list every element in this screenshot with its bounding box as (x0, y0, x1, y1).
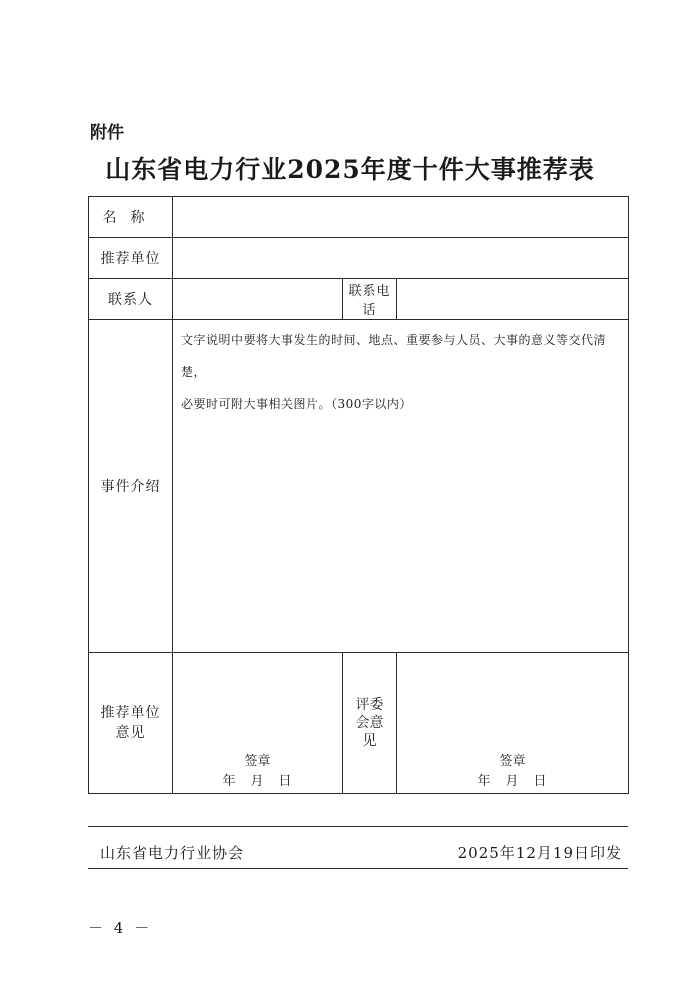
phone-field[interactable] (397, 279, 629, 320)
name-field[interactable] (173, 197, 629, 238)
footer-org: 山东省电力行业协会 (100, 844, 245, 862)
committee-seal-label: 签章 (499, 754, 526, 769)
footer-bottom-rule (88, 868, 628, 869)
recommendation-form (88, 196, 629, 794)
recommender-row (89, 238, 629, 279)
footer-top-rule (88, 826, 628, 827)
footer-issue-date: 2025年12月19日印发 (457, 844, 622, 862)
recommender-field[interactable] (173, 238, 629, 279)
committee-opinion-field[interactable] (397, 653, 629, 794)
attachment-label: 附件 (90, 123, 124, 143)
event-row (89, 320, 629, 653)
opinion-row (89, 653, 629, 794)
event-instructions-line-1: 文字说明中要将大事发生的时间、地点、重要参与人员、大事的意义等交代清楚， (181, 333, 607, 379)
recommender-opinion-field[interactable] (173, 653, 343, 794)
recommender-opinion-label: 推荐单位意见 (89, 653, 173, 794)
event-instructions (173, 320, 628, 420)
event-label: 事件介绍 (89, 320, 173, 653)
recommender-label: 推荐单位 (89, 238, 173, 279)
committee-opinion-label: 评委会意见 (343, 653, 397, 794)
contact-label: 联系人 (89, 279, 173, 320)
recommender-date: 年 月 日 (222, 774, 293, 789)
name-row (89, 197, 629, 238)
phone-label: 联系电话 (343, 279, 397, 320)
page-number: － 4 － (88, 919, 153, 937)
name-label: 名称 (89, 197, 173, 238)
committee-date: 年 月 日 (477, 774, 548, 789)
recommender-seal-label: 签章 (244, 754, 271, 769)
event-instructions-line-2: 必要时可附大事相关图片。（300字以内） (181, 397, 412, 411)
contact-field[interactable] (173, 279, 343, 320)
event-field[interactable] (173, 320, 629, 653)
document-title: 山东省电力行业2025年度十件大事推荐表 (105, 155, 595, 184)
contact-row (89, 279, 629, 320)
